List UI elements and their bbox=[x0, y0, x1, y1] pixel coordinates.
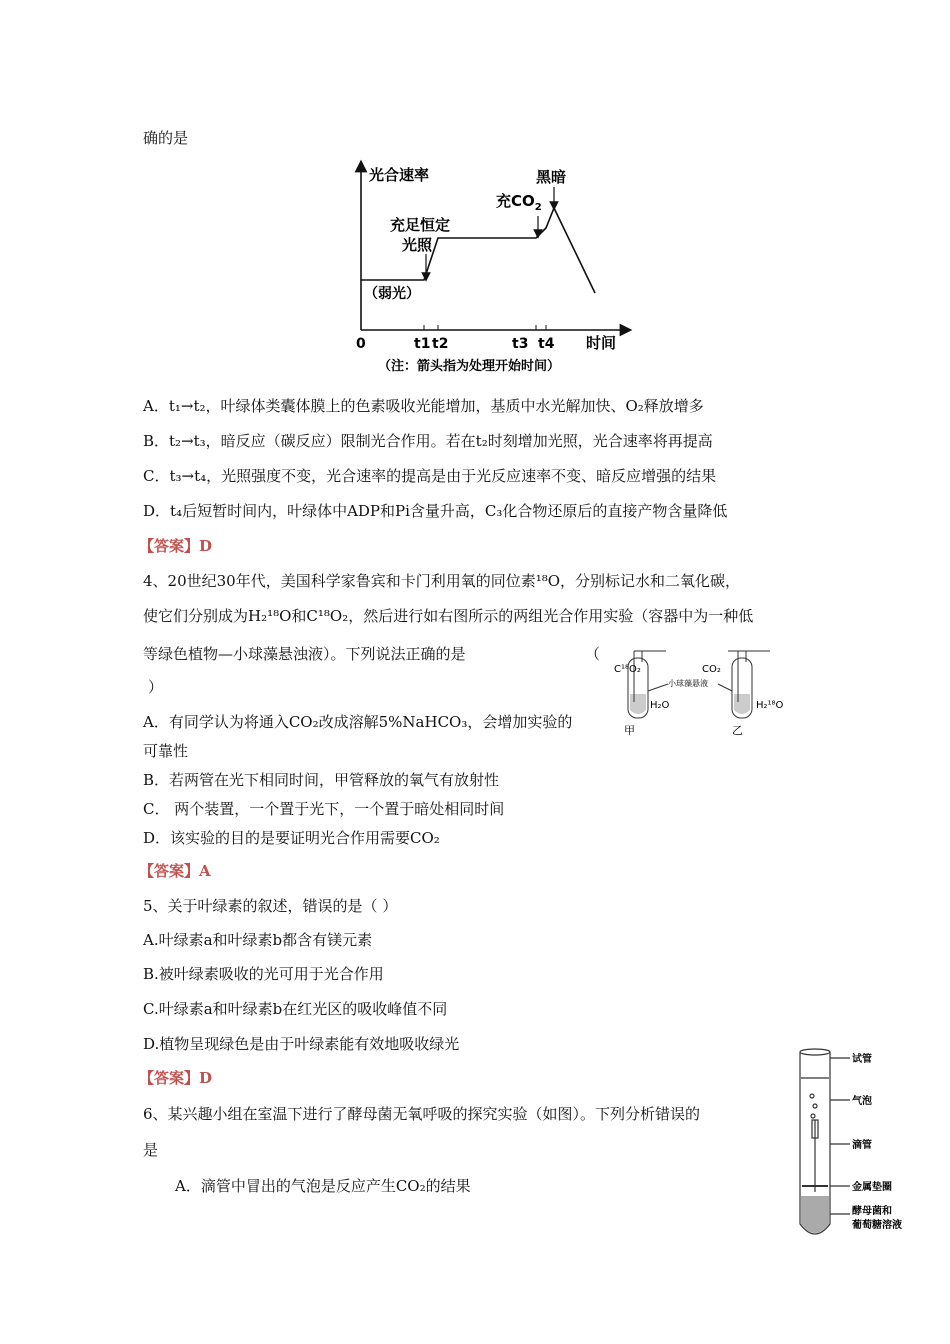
tube-label: 试管 bbox=[852, 1054, 872, 1065]
q5-option-a: A.叶绿素a和叶绿素b都含有镁元素 bbox=[143, 931, 373, 949]
q5-option-d: D.植物呈现绿色是由于叶绿素能有效地吸收绿光 bbox=[143, 1035, 460, 1053]
tick-t3: t3 bbox=[512, 336, 529, 352]
q4-option-a-line1: A．有同学认为将通入CO₂改成溶解5%NaHCO₃，会增加实验的 bbox=[143, 713, 573, 731]
q6-stem-line2: 是 bbox=[143, 1141, 159, 1159]
q4-option-a-line2: 可靠性 bbox=[143, 742, 189, 760]
y-label: 光合速率 bbox=[369, 166, 430, 184]
photosynthesis-rate-chart bbox=[350, 158, 640, 378]
right-water-label: H₂¹⁸O bbox=[756, 700, 784, 711]
right-gas-label: CO₂ bbox=[702, 664, 721, 675]
q3-option-d: D．t₄后短暂时间内，叶绿体中ADP和Pi含量升高，C₃化合物还原后的直接产物含量降低 bbox=[143, 502, 728, 520]
tick-t2: t2 bbox=[432, 336, 449, 352]
q5-option-c: C.叶绿素a和叶绿素b在红光区的吸收峰值不同 bbox=[143, 1000, 448, 1018]
x-label: 时间 bbox=[586, 334, 617, 352]
origin-label: 0 bbox=[356, 336, 366, 352]
light-label-2: 光照 bbox=[402, 236, 433, 254]
q4-experiment-figure bbox=[610, 646, 790, 738]
q3-answer: 【答案】D bbox=[139, 537, 213, 555]
q5-stem: 5、关于叶绿素的叙述，错误的是（ ） bbox=[143, 897, 398, 915]
light-label-1: 充足恒定 bbox=[390, 216, 451, 234]
q4-paren-open: （ bbox=[585, 645, 601, 663]
q4-stem-line3: 等绿色植物—小球藻悬浊液）。下列说法正确的是 bbox=[143, 645, 466, 663]
chart-note: （注：箭头指为处理开始时间） bbox=[378, 359, 561, 374]
dark-label: 黑暗 bbox=[536, 168, 567, 186]
q4-answer: 【答案】A bbox=[139, 862, 211, 880]
bubble-label: 气泡 bbox=[852, 1096, 872, 1107]
q5-option-b: B.被叶绿素吸收的光可用于光合作用 bbox=[143, 965, 384, 983]
q3-option-b: B．t₂→t₃，暗反应（碳反应）限制光合作用。若在t₂时刻增加光照，光合速率将再提高 bbox=[143, 432, 713, 450]
q4-paren-close: ） bbox=[148, 678, 164, 696]
left-tube-name: 甲 bbox=[624, 724, 635, 737]
co2-label: 充$CO_2$ bbox=[496, 192, 542, 213]
solution-label-1: 酵母菌和 bbox=[852, 1206, 892, 1217]
right-tube-name: 乙 bbox=[732, 724, 743, 737]
q5-answer: 【答案】D bbox=[139, 1069, 213, 1087]
q3-option-a: A．t₁→t₂，叶绿体类囊体膜上的色素吸收光能增加，基质中水光解加快、O₂释放增多 bbox=[143, 397, 704, 415]
q4-stem-line2: 使它们分别成为H₂¹⁸O和C¹⁸O₂，然后进行如右图所示的两组光合作用实验（容器中为一种低 bbox=[143, 607, 754, 625]
q6-yeast-tube-figure bbox=[794, 1048, 904, 1246]
q4-stem-line1: 4、20世纪30年代，美国科学家鲁宾和卡门利用氧的同位素¹⁸O，分别标记水和二氧化碳， bbox=[143, 572, 741, 590]
q4-option-b: B．若两管在光下相同时间，甲管释放的氧气有放射性 bbox=[143, 771, 500, 789]
q3-option-c: C．t₃→t₄，光照强度不变，光合速率的提高是由于光反应速率不变、暗反应增强的结果 bbox=[143, 467, 717, 485]
tick-t4: t4 bbox=[538, 336, 555, 352]
tick-t1: t1 bbox=[414, 336, 431, 352]
left-gas-label: C¹⁸O₂ bbox=[614, 664, 641, 675]
lead-text: 确的是 bbox=[143, 129, 189, 147]
q6-option-a: A．滴管中冒出的气泡是反应产生CO₂的结果 bbox=[175, 1177, 471, 1195]
suspension-label: 小球藻悬液 bbox=[668, 679, 708, 688]
q4-option-c: C． 两个装置，一个置于光下，一个置于暗处相同时间 bbox=[143, 800, 505, 818]
solution-label-2: 葡萄糖溶液 bbox=[852, 1220, 902, 1231]
q6-stem-line1: 6、某兴趣小组在室温下进行了酵母菌无氧呼吸的探究实验（如图）。下列分析错误的 bbox=[143, 1105, 701, 1123]
dropper-label: 滴管 bbox=[852, 1140, 872, 1151]
left-water-label: H₂O bbox=[650, 700, 670, 711]
weak-light-label: （弱光） bbox=[364, 286, 420, 302]
ring-label: 金属垫圈 bbox=[852, 1182, 892, 1193]
q4-option-d: D．该实验的目的是要证明光合作用需要CO₂ bbox=[143, 829, 440, 847]
